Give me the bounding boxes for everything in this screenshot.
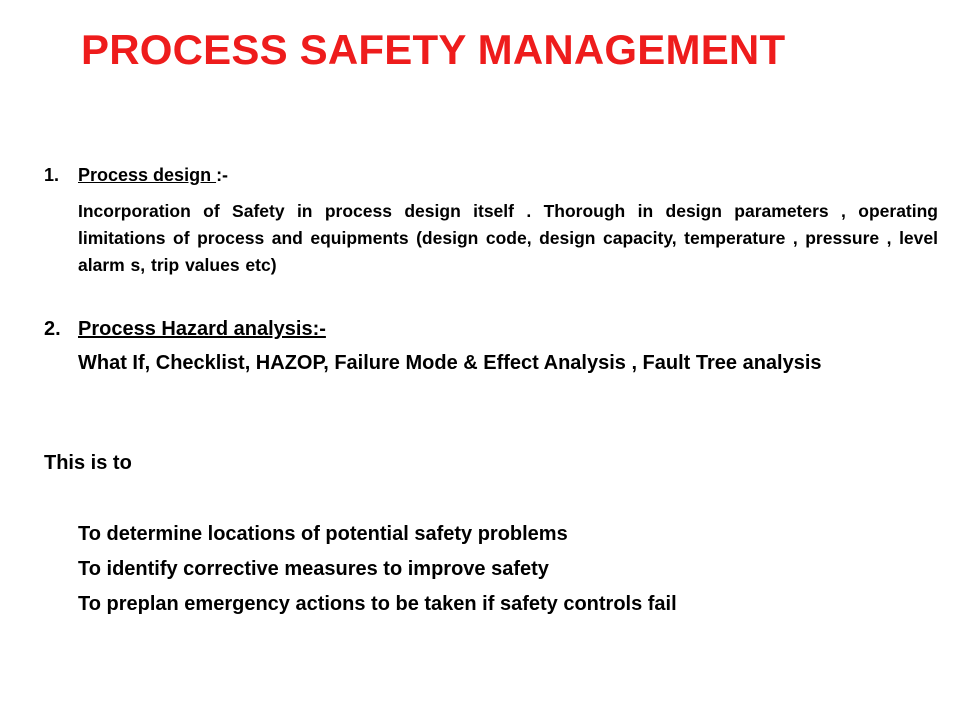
item-heading: Process Hazard analysis:- <box>78 318 326 340</box>
goal-item: To identify corrective measures to improve safety <box>78 558 549 580</box>
list-item-process-hazard-analysis <box>44 318 326 341</box>
item-heading-suffix: :- <box>216 165 229 185</box>
slide-title: PROCESS SAFETY MANAGEMENT <box>81 26 786 73</box>
item-number: 2. <box>44 318 61 340</box>
item-body-process-hazard-analysis: What If, Checklist, HAZOP, Failure Mode & Effect Analysis , Fault Tree analysis <box>78 352 822 374</box>
goals-list <box>78 519 677 624</box>
item-body-process-design: Incorporation of Safety in process design itself . Thorough in design parameters , operating limitations of process and equipments (design code, design capacity, temperature , pressure , level alarm s, trip values etc) <box>78 201 938 275</box>
item-heading: Process design <box>78 165 217 185</box>
list-item-process-design <box>44 165 228 186</box>
goal-item: To preplan emergency actions to be taken if safety controls fail <box>78 593 677 615</box>
this-is-to-label: This is to <box>44 452 132 474</box>
item-number: 1. <box>44 165 60 185</box>
goal-item: To determine locations of potential safety problems <box>78 523 568 545</box>
